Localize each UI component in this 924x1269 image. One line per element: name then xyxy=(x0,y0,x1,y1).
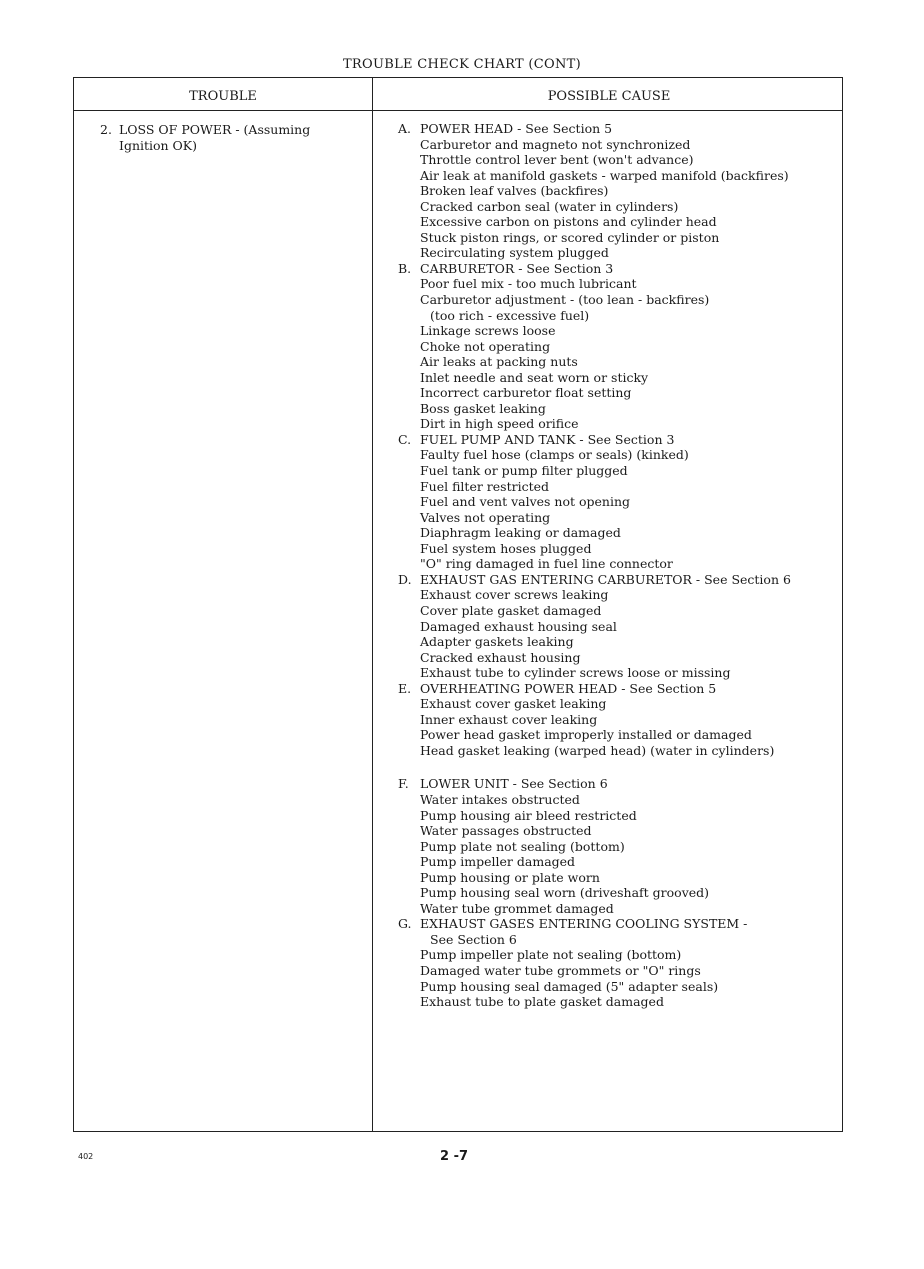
section-letter: B. xyxy=(398,260,412,276)
cause-item: Inner exhaust cover leaking xyxy=(420,711,598,727)
cause-item: Pump impeller damaged xyxy=(420,854,576,870)
cause-item: Adapter gaskets leaking xyxy=(420,634,574,650)
header-trouble: TROUBLE xyxy=(189,89,257,104)
cause-item: Boss gasket leaking xyxy=(420,400,546,416)
cause-item: Diaphragm leaking or damaged xyxy=(420,525,621,541)
cause-item: Incorrect carburetor float setting xyxy=(420,385,632,401)
cause-item: Pump housing seal damaged (5" adapter seals) xyxy=(420,978,719,994)
cause-item: Fuel tank or pump filter plugged xyxy=(420,463,628,479)
cause-item: Fuel filter restricted xyxy=(420,478,550,494)
cause-item: Cracked exhaust housing xyxy=(420,649,581,665)
trouble-entry xyxy=(100,122,360,154)
cause-item: Pump housing air bleed restricted xyxy=(420,807,637,823)
cause-item: Cracked carbon seal (water in cylinders) xyxy=(420,198,679,214)
cause-item: (too rich - excessive fuel) xyxy=(430,307,590,323)
cause-item: Recirculating system plugged xyxy=(420,245,609,261)
cause-item: Excessive carbon on pistons and cylinder head xyxy=(420,214,717,230)
cause-section xyxy=(398,572,838,681)
section-letter: F. xyxy=(398,776,409,792)
section-letter: C. xyxy=(398,431,412,447)
header-divider xyxy=(74,110,842,111)
cause-item: Damaged exhaust housing seal xyxy=(420,618,617,634)
section-title: FUEL PUMP AND TANK - See Section 3 xyxy=(420,431,675,447)
cause-item: Pump housing seal worn (driveshaft grooved) xyxy=(420,885,710,901)
trouble-number: 2. xyxy=(100,122,112,137)
cause-item: Water intakes obstructed xyxy=(420,791,580,807)
section-title: EXHAUST GASES ENTERING COOLING SYSTEM - xyxy=(420,916,748,932)
section-letter: A. xyxy=(398,121,412,136)
possible-causes-list xyxy=(398,121,838,1010)
section-letter: D. xyxy=(398,571,412,587)
trouble-text: LOSS OF POWER - (Assuming Ignition OK) xyxy=(119,122,311,153)
cause-item: Faulty fuel hose (clamps or seals) (kinked) xyxy=(420,447,689,463)
page-number: 2 -7 xyxy=(440,1149,469,1164)
section-title: CARBURETOR - See Section 3 xyxy=(420,260,614,276)
cause-section xyxy=(398,681,838,759)
cause-item: Damaged water tube grommets or "O" rings xyxy=(420,962,701,978)
cause-item: Exhaust cover screws leaking xyxy=(420,587,609,603)
cause-item: Fuel and vent valves not opening xyxy=(420,494,631,510)
cause-section xyxy=(398,121,838,261)
cause-item: Pump impeller plate not sealing (bottom) xyxy=(420,947,682,963)
cause-section xyxy=(398,916,838,1009)
cause-item: Exhaust tube to cylinder screws loose or missing xyxy=(420,665,731,681)
section-title: EXHAUST GAS ENTERING CARBURETOR - See Section 6 xyxy=(420,571,791,587)
cause-item: Carburetor and magneto not synchronized xyxy=(420,136,691,152)
section-title: POWER HEAD - See Section 5 xyxy=(420,121,613,136)
cause-item: Air leaks at packing nuts xyxy=(420,354,578,370)
page-title: TROUBLE CHECK CHART (CONT) xyxy=(342,57,582,72)
section-title: OVERHEATING POWER HEAD - See Section 5 xyxy=(420,680,717,696)
cause-item: Water tube grommet damaged xyxy=(420,900,614,916)
cause-item: Broken leaf valves (backfires) xyxy=(420,183,609,199)
cause-item: Dirt in high speed orifice xyxy=(420,416,579,432)
cause-item: Exhaust tube to plate gasket damaged xyxy=(420,994,664,1010)
section-title: LOWER UNIT - See Section 6 xyxy=(420,776,608,792)
cause-item: See Section 6 xyxy=(430,931,517,947)
cause-item: Stuck piston rings, or scored cylinder or piston xyxy=(420,229,720,245)
cause-item: Throttle control lever bent (won't advance) xyxy=(420,152,694,168)
cause-item: Cover plate gasket damaged xyxy=(420,602,602,618)
cause-item: Pump housing or plate worn xyxy=(420,869,600,885)
header-possible-cause: POSSIBLE CAUSE xyxy=(547,89,671,104)
cause-section xyxy=(398,432,838,572)
cause-item: Valves not operating xyxy=(420,509,551,525)
cause-item: Power head gasket improperly installed or damaged xyxy=(420,727,752,743)
cause-item: Choke not operating xyxy=(420,338,551,354)
cause-section xyxy=(398,261,838,432)
cause-item: Poor fuel mix - too much lubricant xyxy=(420,276,637,292)
cause-item: "O" ring damaged in fuel line connector xyxy=(420,556,673,572)
cause-item: Inlet needle and seat worn or sticky xyxy=(420,369,649,385)
cause-item: Linkage screws loose xyxy=(420,323,556,339)
cause-item: Air leak at manifold gaskets - warped manifold (backfires) xyxy=(420,167,789,183)
cause-item: Head gasket leaking (warped head) (water in cylinders) xyxy=(420,742,775,758)
column-divider xyxy=(372,78,373,1131)
section-letter: E. xyxy=(398,680,412,696)
cause-item: Water passages obstructed xyxy=(420,823,592,839)
cause-item: Fuel system hoses plugged xyxy=(420,540,592,556)
cause-item: Carburetor adjustment - (too lean - backfires) xyxy=(420,292,710,308)
section-letter: G. xyxy=(398,916,412,932)
cause-section xyxy=(398,776,838,916)
trouble-check-table xyxy=(73,77,843,1132)
cause-item: Exhaust cover gasket leaking xyxy=(420,696,607,712)
footer-code: 402 xyxy=(78,1152,94,1161)
cause-item: Pump plate not sealing (bottom) xyxy=(420,838,625,854)
